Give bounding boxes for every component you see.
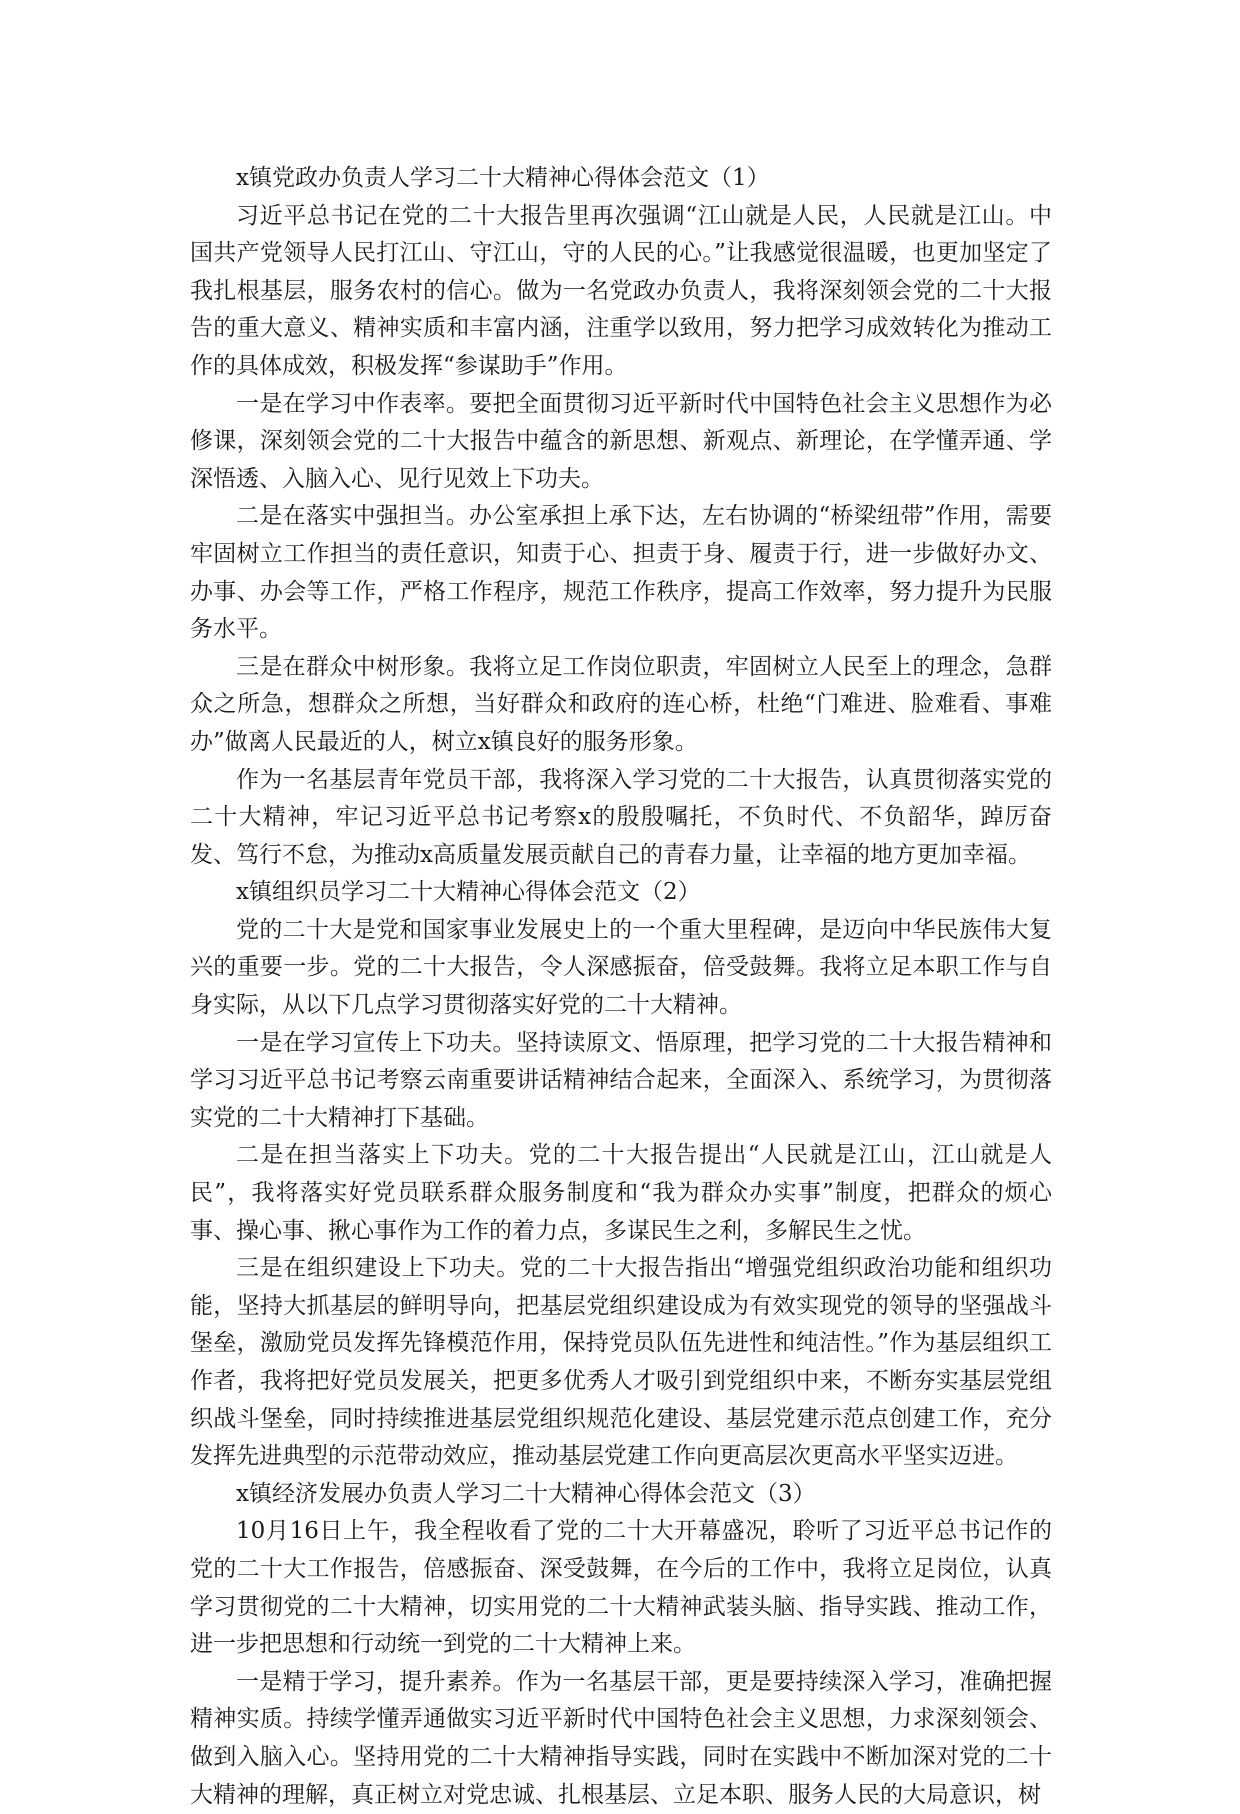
essay-title-1: x镇党政办负责人学习二十大精神心得体会范文（1） [236, 165, 770, 191]
paragraph: 10月16日上午，我全程收看了党的二十大开幕盛况，聆听了习近平总书记作的党的二十大工作报告，倍感振奋、深受鼓舞，在今后的工作中，我将立足岗位，认真学习贯彻党的二十大精神，切实用党的二十大精神武装头脑、指导实践、推动工作，进一步把思想和行动统一到党的二十大精神上来。 [190, 1518, 1052, 1658]
paragraph: 三是在群众中树形象。我将立足工作岗位职责，牢固树立人民至上的理念，急群众之所急，想群众之所想，当好群众和政府的连心桥，杜绝“门难进、脸难看、事难办”做离人民最近的人，树立x镇良好的服务形象。 [190, 653, 1052, 755]
paragraph: 作为一名基层青年党员干部，我将深入学习党的二十大报告，认真贯彻落实党的二十大精神，牢记习近平总书记考察x的殷殷嘱托，不负时代、不负韶华，踔厉奋发、笃行不怠，为推动x高质量发展贡献自己的青春力量，让幸福的地方更加幸福。 [190, 766, 1052, 868]
document-page [190, 160, 1052, 1814]
paragraph: 二是在落实中强担当。办公室承担上承下达，左右协调的“桥梁纽带”作用，需要牢固树立工作担当的责任意识，知责于心、担责于身、履责于行，进一步做好办文、办事、办会等工作，严格工作程序，规范工作秩序，提高工作效率，努力提升为民服务水平。 [190, 503, 1052, 643]
paragraph: 二是在担当落实上下功夫。党的二十大报告提出“人民就是江山，江山就是人民”，我将落实好党员联系群众服务制度和“我为群众办实事”制度，把群众的烦心事、操心事、揪心事作为工作的着力点，多谋民生之利，多解民生之忧。 [190, 1142, 1052, 1244]
paragraph: 党的二十大是党和国家事业发展史上的一个重大里程碑，是迈向中华民族伟大复兴的重要一步。党的二十大报告，令人深感振奋，倍受鼓舞。我将立足本职工作与自身实际，从以下几点学习贯彻落实好党的二十大精神。 [190, 916, 1052, 1019]
paragraph: 一是精于学习，提升素养。作为一名基层干部，更是要持续深入学习，准确把握精神实质。持续学懂弄通做实习近平新时代中国特色社会主义思想，力求深刻领会、做到入脑入心。坚持用党的二十大精神指导实践，同时在实践中不断加深对党的二十大精神的理解，真正树立对党忠诚、扎根基层、立足本职、服务人民的大局意识，树 [190, 1668, 1052, 1808]
paragraph: 三是在组织建设上下功夫。党的二十大报告指出“增强党组织政治功能和组织功能，坚持大抓基层的鲜明导向，把基层党组织建设成为有效实现党的领导的坚强战斗堡垒，激励党员发挥先锋模范作用，保持党员队伍先进性和纯洁性。”作为基层组织工作者，我将把好党员发展关，把更多优秀人才吸引到党组织中来，不断夯实基层党组织战斗堡垒，同时持续推进基层党组织规范化建设、基层党建示范点创建工作，充分发挥先进典型的示范带动效应，推动基层党建工作向更高层次更高水平坚实迈进。 [190, 1255, 1052, 1470]
paragraph: 习近平总书记在党的二十大报告里再次强调“江山就是人民，人民就是江山。中国共产党领导人民打江山、守江山，守的人民的心。”让我感觉很温暖，也更加坚定了我扎根基层，服务农村的信心。做为一名党政办负责人，我将深刻领会党的二十大报告的重大意义、精神实质和丰富内涵，注重学以致用，努力把学习成效转化为推动工作的具体成效，积极发挥“参谋助手”作用。 [190, 202, 1052, 379]
essay-title-3: x镇经济发展办负责人学习二十大精神心得体会范文（3） [236, 1480, 816, 1507]
paragraph: 一是在学习宣传上下功夫。坚持读原文、悟原理，把学习党的二十大报告精神和学习习近平总书记考察云南重要讲话精神结合起来，全面深入、系统学习，为贯彻落实党的二十大精神打下基础。 [190, 1029, 1052, 1131]
paragraph: 一是在学习中作表率。要把全面贯彻习近平新时代中国特色社会主义思想作为必修课，深刻领会党的二十大报告中蕴含的新思想、新观点、新理论，在学懂弄通、学深悟透、入脑入心、见行见效上下功夫。 [190, 390, 1052, 492]
essay-title-2: x镇组织员学习二十大精神心得体会范文（2） [236, 879, 701, 906]
